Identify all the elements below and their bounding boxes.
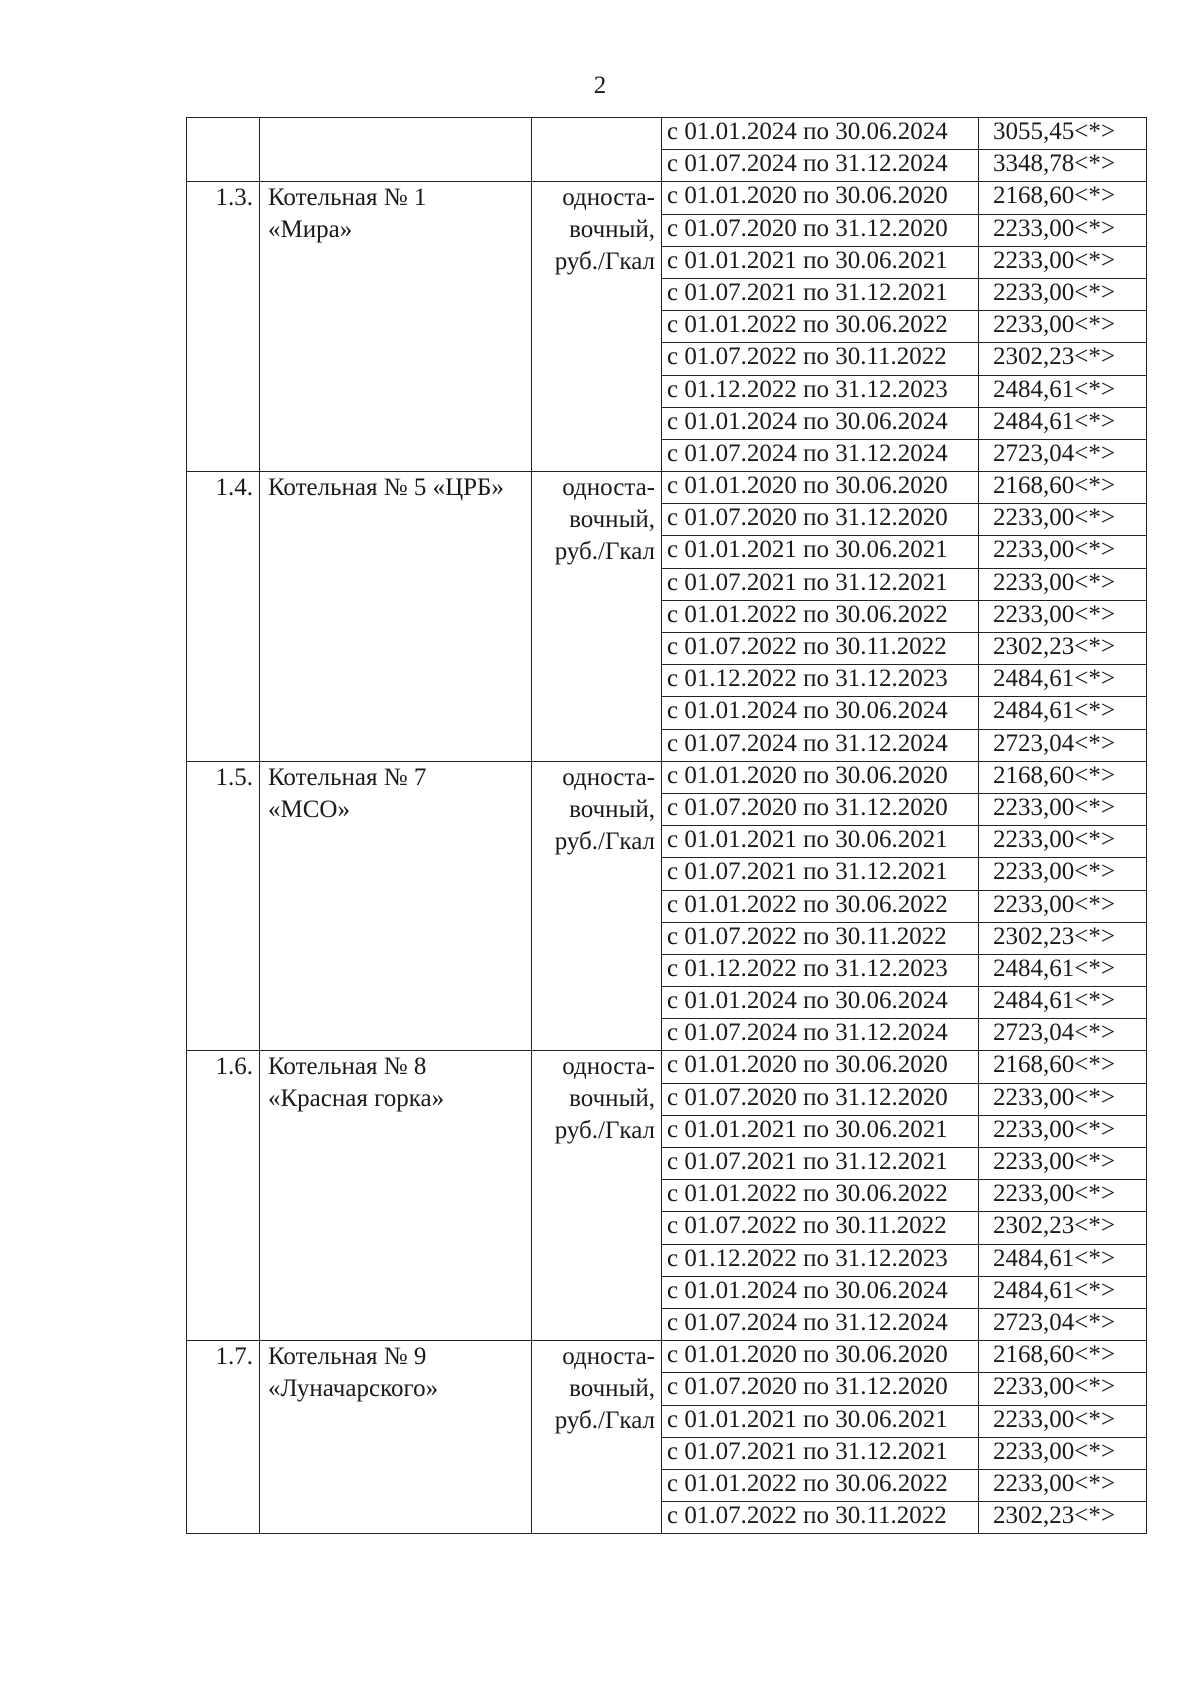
period-cell: с 01.07.2020 по 31.12.2020: [662, 504, 979, 536]
tariff-value-cell: 3055,45<*>: [979, 118, 1147, 150]
period-cell: с 01.01.2022 по 30.06.2022: [662, 1180, 979, 1212]
period-cell: с 01.01.2020 по 30.06.2020: [662, 761, 979, 793]
boiler-name: [260, 1341, 532, 1534]
item-number: 1.3.: [187, 182, 260, 472]
period-cell: с 01.07.2021 по 31.12.2021: [662, 1437, 979, 1469]
table-row: [187, 182, 1147, 214]
period-cell: с 01.07.2024 по 31.12.2024: [662, 1019, 979, 1051]
period-cell: с 01.07.2022 по 30.11.2022: [662, 1502, 979, 1534]
table-row: [187, 1051, 1147, 1083]
tariff-kind-line: односта-: [562, 474, 655, 502]
period-cell: с 01.12.2022 по 31.12.2023: [662, 954, 979, 986]
tariff-value-cell: 2168,60<*>: [979, 1051, 1147, 1083]
tariff-value-cell: 2168,60<*>: [979, 472, 1147, 504]
tariff-kind-line: руб./Гкал: [554, 827, 655, 855]
tariff-value-cell: 2302,23<*>: [979, 1212, 1147, 1244]
period-cell: с 01.07.2020 по 31.12.2020: [662, 1373, 979, 1405]
period-cell: с 01.07.2021 по 31.12.2021: [662, 1148, 979, 1180]
period-cell: с 01.01.2021 по 30.06.2021: [662, 536, 979, 568]
period-cell: с 01.07.2024 по 31.12.2024: [662, 729, 979, 761]
tariff-value-cell: 2484,61<*>: [979, 1276, 1147, 1308]
tariff-kind: [532, 118, 662, 182]
tariff-value-cell: 2233,00<*>: [979, 1180, 1147, 1212]
item-number: [187, 118, 260, 182]
boiler-name-line: Котельная № 7: [268, 763, 427, 791]
tariff-value-cell: 2168,60<*>: [979, 1341, 1147, 1373]
period-cell: с 01.01.2020 по 30.06.2020: [662, 1051, 979, 1083]
period-cell: с 01.01.2024 по 30.06.2024: [662, 987, 979, 1019]
item-number: 1.6.: [187, 1051, 260, 1341]
tariff-value-cell: 2233,00<*>: [979, 1115, 1147, 1147]
period-cell: с 01.07.2024 по 31.12.2024: [662, 439, 979, 471]
period-cell: с 01.07.2021 по 31.12.2021: [662, 278, 979, 310]
tariff-value-cell: 2233,00<*>: [979, 246, 1147, 278]
tariff-value-cell: 2233,00<*>: [979, 278, 1147, 310]
boiler-name: [260, 1051, 532, 1341]
period-cell: с 01.01.2024 по 30.06.2024: [662, 118, 979, 150]
tariff-value-cell: 2302,23<*>: [979, 922, 1147, 954]
tariff-kind-line: односта-: [562, 1053, 655, 1081]
tariff-value-cell: 3348,78<*>: [979, 150, 1147, 182]
boiler-name: [260, 118, 532, 182]
item-number: 1.4.: [187, 472, 260, 762]
period-cell: с 01.07.2021 по 31.12.2021: [662, 858, 979, 890]
boiler-name-line: Котельная № 9: [268, 1343, 427, 1371]
tariff-value-cell: 2302,23<*>: [979, 343, 1147, 375]
boiler-name-line: «Мира»: [268, 216, 353, 244]
period-cell: с 01.01.2020 по 30.06.2020: [662, 1341, 979, 1373]
period-cell: с 01.01.2024 по 30.06.2024: [662, 697, 979, 729]
tariff-kind: [532, 182, 662, 472]
tariff-kind: [532, 472, 662, 762]
tariff-value-cell: 2484,61<*>: [979, 375, 1147, 407]
period-cell: с 01.07.2020 по 31.12.2020: [662, 793, 979, 825]
period-cell: с 01.01.2021 по 30.06.2021: [662, 246, 979, 278]
tariff-table: [186, 117, 1147, 1534]
tariff-value-cell: 2723,04<*>: [979, 729, 1147, 761]
tariff-value-cell: 2484,61<*>: [979, 1244, 1147, 1276]
tariff-value-cell: 2484,61<*>: [979, 697, 1147, 729]
boiler-name-line: Котельная № 8: [268, 1053, 427, 1081]
tariff-value-cell: 2302,23<*>: [979, 633, 1147, 665]
period-cell: с 01.12.2022 по 31.12.2023: [662, 665, 979, 697]
boiler-name: [260, 472, 532, 762]
period-cell: с 01.07.2022 по 30.11.2022: [662, 1212, 979, 1244]
boiler-name-line: «МСО»: [268, 795, 350, 823]
period-cell: с 01.01.2022 по 30.06.2022: [662, 890, 979, 922]
tariff-value-cell: 2484,61<*>: [979, 407, 1147, 439]
period-cell: с 01.07.2020 по 31.12.2020: [662, 214, 979, 246]
period-cell: с 01.01.2021 по 30.06.2021: [662, 1115, 979, 1147]
tariff-value-cell: 2233,00<*>: [979, 1373, 1147, 1405]
tariff-value-cell: 2723,04<*>: [979, 1019, 1147, 1051]
period-cell: с 01.07.2022 по 30.11.2022: [662, 343, 979, 375]
boiler-name: [260, 182, 532, 472]
tariff-kind-line: вочный,: [569, 216, 655, 244]
period-cell: с 01.07.2022 по 30.11.2022: [662, 922, 979, 954]
period-cell: с 01.07.2024 по 31.12.2024: [662, 150, 979, 182]
tariff-kind-line: односта-: [562, 763, 655, 791]
boiler-name-line: Котельная № 5 «ЦРБ»: [268, 474, 504, 502]
period-cell: с 01.01.2022 по 30.06.2022: [662, 311, 979, 343]
period-cell: с 01.01.2022 по 30.06.2022: [662, 600, 979, 632]
boiler-name: [260, 761, 532, 1051]
tariff-kind-line: односта-: [562, 1343, 655, 1371]
period-cell: с 01.12.2022 по 31.12.2023: [662, 375, 979, 407]
tariff-value-cell: 2233,00<*>: [979, 600, 1147, 632]
period-cell: с 01.12.2022 по 31.12.2023: [662, 1244, 979, 1276]
tariff-value-cell: 2233,00<*>: [979, 890, 1147, 922]
tariff-value-cell: 2233,00<*>: [979, 826, 1147, 858]
table-row: [187, 472, 1147, 504]
tariff-kind-line: руб./Гкал: [554, 1117, 655, 1145]
tariff-kind: [532, 1051, 662, 1341]
tariff-value-cell: 2233,00<*>: [979, 1083, 1147, 1115]
tariff-kind-line: вочный,: [569, 1375, 655, 1403]
period-cell: с 01.07.2020 по 31.12.2020: [662, 1083, 979, 1115]
tariff-value-cell: 2233,00<*>: [979, 1469, 1147, 1501]
period-cell: с 01.01.2022 по 30.06.2022: [662, 1469, 979, 1501]
period-cell: с 01.01.2020 по 30.06.2020: [662, 182, 979, 214]
tariff-value-cell: 2233,00<*>: [979, 311, 1147, 343]
period-cell: с 01.01.2021 по 30.06.2021: [662, 1405, 979, 1437]
tariff-value-cell: 2233,00<*>: [979, 568, 1147, 600]
tariff-kind: [532, 1341, 662, 1534]
period-cell: с 01.01.2024 по 30.06.2024: [662, 1276, 979, 1308]
tariff-value-cell: 2233,00<*>: [979, 793, 1147, 825]
tariff-value-cell: 2168,60<*>: [979, 761, 1147, 793]
table-row: [187, 1341, 1147, 1373]
tariff-value-cell: 2302,23<*>: [979, 1502, 1147, 1534]
tariff-kind-line: руб./Гкал: [554, 538, 655, 566]
tariff-kind-line: вочный,: [569, 795, 655, 823]
tariff-value-cell: 2233,00<*>: [979, 1405, 1147, 1437]
boiler-name-line: «Красная горка»: [268, 1085, 445, 1113]
tariff-value-cell: 2233,00<*>: [979, 858, 1147, 890]
tariff-value-cell: 2233,00<*>: [979, 1148, 1147, 1180]
tariff-table-body: [187, 118, 1147, 1534]
item-number: 1.5.: [187, 761, 260, 1051]
boiler-name-line: «Луначарского»: [268, 1375, 439, 1403]
tariff-value-cell: 2723,04<*>: [979, 439, 1147, 471]
tariff-value-cell: 2233,00<*>: [979, 536, 1147, 568]
period-cell: с 01.07.2024 по 31.12.2024: [662, 1308, 979, 1340]
item-number: 1.7.: [187, 1341, 260, 1534]
tariff-kind-line: вочный,: [569, 506, 655, 534]
tariff-value-cell: 2484,61<*>: [979, 665, 1147, 697]
tariff-value-cell: 2168,60<*>: [979, 182, 1147, 214]
table-row: [187, 118, 1147, 150]
tariff-kind-line: руб./Гкал: [554, 248, 655, 276]
tariff-value-cell: 2233,00<*>: [979, 504, 1147, 536]
period-cell: с 01.01.2020 по 30.06.2020: [662, 472, 979, 504]
tariff-kind-line: односта-: [562, 184, 655, 212]
table-row: [187, 761, 1147, 793]
tariff-kind: [532, 761, 662, 1051]
tariff-value-cell: 2484,61<*>: [979, 987, 1147, 1019]
tariff-value-cell: 2233,00<*>: [979, 214, 1147, 246]
tariff-value-cell: 2484,61<*>: [979, 954, 1147, 986]
period-cell: с 01.01.2021 по 30.06.2021: [662, 826, 979, 858]
period-cell: с 01.01.2024 по 30.06.2024: [662, 407, 979, 439]
boiler-name-line: Котельная № 1: [268, 184, 427, 212]
page-number: 2: [593, 72, 607, 99]
tariff-kind-line: вочный,: [569, 1085, 655, 1113]
period-cell: с 01.07.2021 по 31.12.2021: [662, 568, 979, 600]
tariff-kind-line: руб./Гкал: [554, 1407, 655, 1435]
tariff-value-cell: 2233,00<*>: [979, 1437, 1147, 1469]
period-cell: с 01.07.2022 по 30.11.2022: [662, 633, 979, 665]
tariff-value-cell: 2723,04<*>: [979, 1308, 1147, 1340]
